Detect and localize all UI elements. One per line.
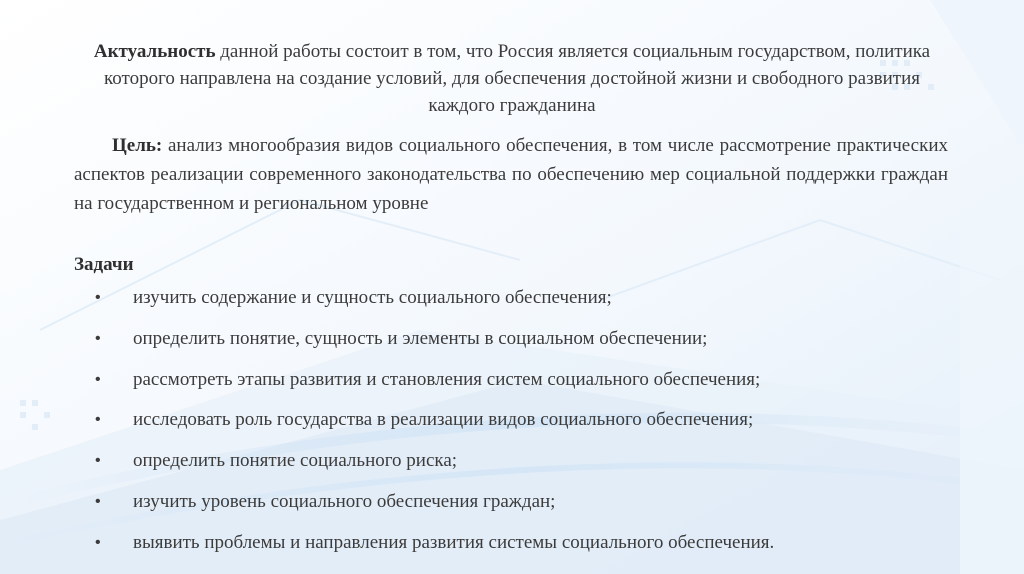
relevance-text: данной работы состоит в том, что Россия является социальным государством, политика которого направлена на создание условий, для обеспечения достойной жизни и свободного развития каждого гражданина: [104, 41, 931, 116]
tasks-list: [74, 284, 974, 570]
task-text: исследовать роль государства в реализации видов социального обеспечения;: [133, 409, 754, 431]
task-text: выявить проблемы и направления развития системы социального обеспечения.: [133, 531, 775, 553]
list-item: [74, 406, 974, 447]
task-text: определить понятие, сущность и элементы в социальном обеспечении;: [133, 327, 708, 349]
bullet-icon: •: [95, 370, 101, 388]
bullet-icon: •: [95, 329, 101, 347]
task-text: определить понятие социального риска;: [133, 450, 458, 472]
bullet-icon: •: [95, 411, 101, 429]
task-text: изучить уровень социального обеспечения граждан;: [133, 490, 556, 512]
bullet-icon: •: [95, 533, 101, 551]
list-item: [74, 325, 974, 366]
task-text: изучить содержание и сущность социального обеспечения;: [133, 287, 612, 308]
list-item: [74, 529, 974, 570]
relevance-label: Актуальность: [93, 41, 216, 62]
list-item: [74, 366, 974, 407]
bullet-icon: •: [95, 452, 101, 470]
tasks-heading: Задачи: [74, 254, 134, 275]
goal-paragraph: [74, 131, 948, 218]
bullet-icon: •: [95, 289, 101, 306]
list-item: [74, 447, 974, 488]
list-item: [74, 284, 974, 325]
goal-text: анализ многообразия видов социального обеспечения, в том числе рассмотрение практических аспектов реализации современного законодательства по обеспечению мер социальной поддержки граждан на государственном и региональном уровне: [74, 135, 948, 214]
goal-label: Цель:: [112, 135, 163, 156]
relevance-paragraph: [72, 38, 952, 119]
task-text: рассмотреть этапы развития и становления систем социального обеспечения;: [133, 368, 761, 390]
bullet-icon: •: [95, 492, 101, 510]
list-item: [74, 488, 974, 529]
